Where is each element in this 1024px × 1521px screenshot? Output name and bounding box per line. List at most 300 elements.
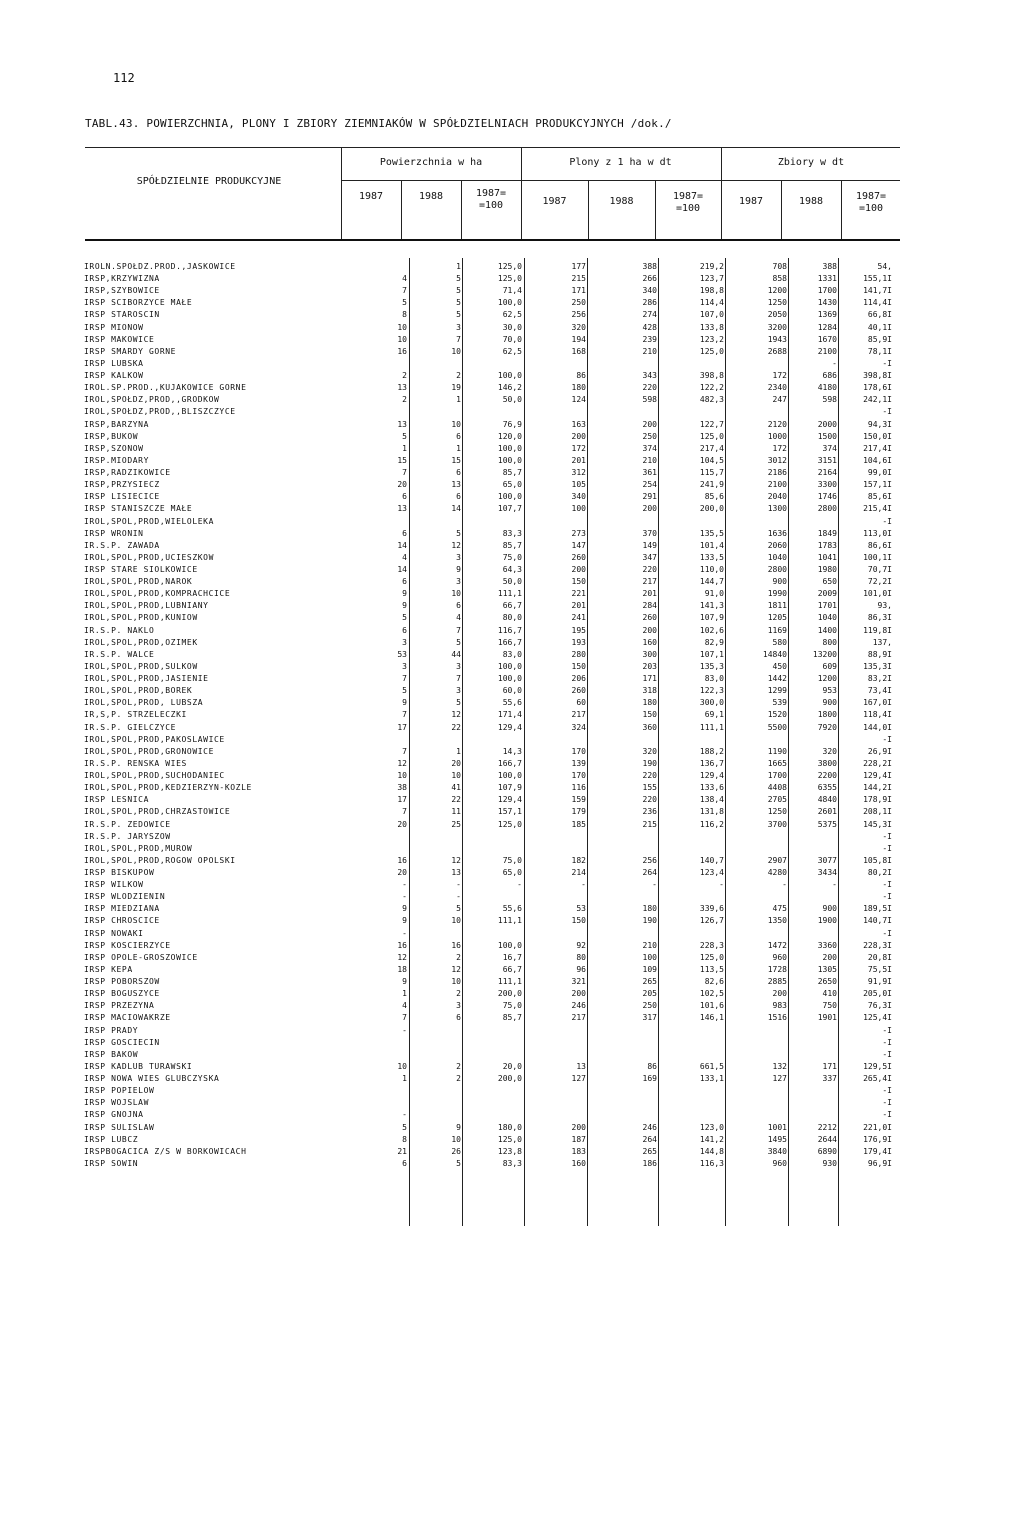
table-cell: 200,0	[699, 504, 724, 514]
table-cell: 930	[822, 1158, 837, 1168]
table-cell: 141,2	[699, 1134, 724, 1144]
table-cell: 374	[822, 443, 837, 453]
table-cell: 4408	[767, 783, 787, 793]
table-cell: 54,	[877, 262, 892, 271]
table-cell: 3434	[817, 868, 837, 877]
cooperative-name: IRSP,PRZYSIECZ	[84, 480, 160, 490]
table-cell: 119,8I	[863, 625, 892, 635]
table-cell: 125,0	[497, 274, 522, 284]
table-cell: 114,4	[699, 298, 724, 308]
table-cell: 246	[642, 1122, 657, 1132]
table-cell: 200,0	[497, 989, 522, 999]
cooperative-name: IROL,SPOL,PROD,NAROK	[84, 577, 193, 587]
table-cell: 339,6	[699, 904, 724, 914]
table-cell: 155	[642, 783, 657, 793]
table-cell: 168	[571, 346, 586, 356]
table-cell: 686	[822, 371, 837, 381]
table-cell: 100,0	[497, 443, 522, 453]
table-cell: 2050	[767, 310, 787, 320]
table-cell: 228,2I	[863, 758, 892, 768]
table-cell: 900	[772, 577, 787, 587]
table-row	[0, 637, 1024, 649]
table-row	[0, 285, 1024, 297]
table-row	[0, 334, 1024, 346]
table-cell: -	[402, 1025, 407, 1035]
table-cell: 179	[571, 807, 586, 817]
table-cell: 100	[642, 952, 657, 962]
table-cell: 360	[642, 722, 657, 732]
table-cell: 1430	[817, 298, 837, 308]
table-cell: 96,9I	[867, 1158, 892, 1168]
table-cell: 12	[451, 855, 461, 865]
table-cell: 343	[642, 371, 657, 381]
table-cell: 124	[571, 395, 586, 405]
table-cell: 3	[456, 686, 461, 696]
cooperative-name: IRSP KALKOW	[84, 371, 144, 381]
table-cell: 2	[456, 1074, 461, 1084]
table-cell: 114,4I	[863, 298, 892, 308]
table-cell: 200,0	[497, 1074, 522, 1084]
table-cell: 85,6I	[867, 492, 892, 502]
cooperative-name: IRSP WLODZIENIN	[84, 892, 166, 902]
table-cell: 388	[642, 262, 657, 271]
table-cell: 3200	[767, 322, 787, 332]
table-cell: 3300	[817, 480, 837, 490]
table-cell: 260	[571, 552, 586, 562]
table-row	[0, 758, 1024, 770]
table-cell: 100,0	[497, 771, 522, 781]
table-cell: 100,0	[497, 661, 522, 671]
table-cell: 7	[456, 625, 461, 635]
table-cell: 1001	[767, 1122, 787, 1132]
table-cell: 65,0	[502, 480, 522, 490]
table-cell: 70,7I	[867, 565, 892, 574]
table-cell: 188,2	[699, 746, 724, 756]
table-cell: 171	[571, 286, 586, 296]
table-cell: 215	[642, 819, 657, 829]
table-cell: 6	[456, 431, 461, 441]
table-cell: 141,3	[699, 601, 724, 611]
table-cell: 129,5I	[863, 1061, 892, 1071]
table-cell: 20	[397, 819, 407, 829]
table-cell: 5	[402, 298, 407, 308]
table-cell: 13	[576, 1061, 586, 1071]
table-cell: 172	[772, 443, 787, 453]
table-cell: 250	[571, 298, 586, 308]
table-cell: 178,6I	[863, 383, 892, 393]
table-cell: 265	[642, 1146, 657, 1156]
table-cell: 6	[456, 1013, 461, 1023]
table-cell: 858	[772, 274, 787, 284]
table-cell: 201	[571, 601, 586, 611]
table-cell: 65,0	[502, 868, 522, 877]
table-cell: 12	[397, 952, 407, 962]
table-cell: 200	[571, 431, 586, 441]
table-cell: 140,7I	[863, 916, 892, 926]
table-cell: 236	[642, 807, 657, 817]
cooperative-name: IRSP GOSCIECIN	[84, 1037, 160, 1047]
table-cell: 3	[402, 661, 407, 671]
table-cell: 80,2I	[867, 868, 892, 877]
cooperative-name: IR.S.P. JARYSZOW	[84, 831, 171, 841]
table-row	[0, 443, 1024, 455]
header-yield-1988: 1988	[609, 196, 634, 207]
table-cell: 125,0	[497, 262, 522, 271]
table-cell: 14,3	[502, 746, 522, 756]
cooperative-name: IRSP SULISLAW	[84, 1122, 155, 1132]
table-cell: 100,0	[497, 674, 522, 684]
table-cell: 200	[571, 1122, 586, 1132]
table-cell: 1000	[767, 431, 787, 441]
table-cell: 144,8	[699, 1146, 724, 1156]
table-row	[0, 988, 1024, 1000]
table-cell: 1783	[817, 540, 837, 550]
table-row	[0, 273, 1024, 285]
table-row	[0, 1122, 1024, 1134]
table-cell: 12	[451, 964, 461, 974]
table-row	[0, 297, 1024, 309]
header-area-1987: 1987	[358, 191, 384, 202]
table-cell: 324	[571, 722, 586, 732]
table-cell: 5	[402, 431, 407, 441]
table-cell: 300	[642, 649, 657, 659]
table-cell: 171	[642, 674, 657, 684]
table-cell: 10	[397, 771, 407, 781]
table-cell: 10	[397, 1061, 407, 1071]
table-cell: 1665	[767, 758, 787, 768]
header-divider	[521, 148, 522, 239]
table-cell: 101,4	[699, 540, 724, 550]
cooperative-name: IRSP MAKOWICE	[84, 334, 155, 344]
table-cell: 122,3	[699, 686, 724, 696]
table-cell: 410	[822, 989, 837, 999]
table-cell: 18	[397, 964, 407, 974]
table-cell: 100,0	[497, 371, 522, 381]
table-cell: 83,3	[502, 1158, 522, 1168]
table-cell: 7	[402, 746, 407, 756]
header-bottom-rule	[85, 239, 900, 241]
table-cell: 94,3I	[867, 419, 892, 429]
cooperative-name: IRSP STAROSCIN	[84, 310, 160, 320]
table-cell: 159	[571, 795, 586, 805]
table-cell: 111,1	[699, 722, 724, 732]
table-cell: 320	[571, 322, 586, 332]
table-cell: 3	[402, 637, 407, 647]
table-cell: -I	[882, 1025, 892, 1035]
table-cell: 220	[642, 795, 657, 805]
table-cell: 247	[772, 395, 787, 405]
table-cell: 2688	[767, 346, 787, 356]
table-cell: 38	[397, 783, 407, 793]
table-cell: 1	[456, 262, 461, 271]
table-cell: 221,0I	[863, 1122, 892, 1132]
table-cell: 125,0	[497, 1134, 522, 1144]
table-cell: 220	[642, 771, 657, 781]
table-cell: 78,1I	[867, 346, 892, 356]
table-cell: 113,5	[699, 964, 724, 974]
table-row	[0, 903, 1024, 915]
table-cell: 266	[642, 274, 657, 284]
table-cell: 4180	[817, 383, 837, 393]
cooperative-name: IRSP SMARDY GORNE	[84, 346, 177, 356]
table-cell: 1700	[767, 771, 787, 781]
table-cell: 44	[451, 649, 461, 659]
table-cell: 55,6	[502, 904, 522, 914]
table-cell: 8	[402, 310, 407, 320]
table-cell: 260	[642, 613, 657, 623]
table-cell: 190	[642, 758, 657, 768]
table-cell: 1200	[767, 286, 787, 296]
table-cell: 20	[397, 480, 407, 490]
cooperative-name: IROL,SPOL,PROD,JASIENIE	[84, 674, 209, 684]
table-row	[0, 867, 1024, 879]
cooperative-name: IRSP PRZEZYNA	[84, 1001, 155, 1011]
table-cell: 10	[451, 977, 461, 987]
table-row	[0, 394, 1024, 406]
table-cell: 5	[456, 1158, 461, 1168]
table-cell: 200	[642, 504, 657, 514]
table-cell: 170	[571, 746, 586, 756]
table-cell: 291	[642, 492, 657, 502]
table-cell: 182	[571, 855, 586, 865]
table-cell: 4280	[767, 868, 787, 877]
table-cell: 172	[571, 443, 586, 453]
page-number: 112	[113, 71, 135, 85]
table-cell: 317	[642, 1013, 657, 1023]
table-cell: 7	[402, 468, 407, 478]
table-cell: 107,9	[497, 783, 522, 793]
table-cell: 200	[642, 419, 657, 429]
table-cell: 1728	[767, 964, 787, 974]
table-cell: 86	[647, 1061, 657, 1071]
table-cell: 5	[456, 528, 461, 538]
table-cell: 26,9I	[867, 746, 892, 756]
table-cell: 177	[571, 262, 586, 271]
cooperative-name: IRSP KEPA	[84, 964, 133, 974]
table-cell: 75,0	[502, 855, 522, 865]
table-cell: 580	[772, 637, 787, 647]
table-cell: 7	[402, 807, 407, 817]
header-group-area: Powierzchnia w ha	[379, 157, 483, 168]
table-cell: 2	[456, 952, 461, 962]
table-cell: 6	[402, 577, 407, 587]
table-cell: 133,8	[699, 322, 724, 332]
table-cell: -	[782, 880, 787, 890]
table-cell: 3077	[817, 855, 837, 865]
table-cell: 1636	[767, 528, 787, 538]
table-cell: 64,3	[502, 565, 522, 574]
table-cell: 100,0	[497, 298, 522, 308]
table-cell: 3700	[767, 819, 787, 829]
cooperative-name: IRSP KOSCIERZYCE	[84, 940, 171, 950]
table-cell: 256	[571, 310, 586, 320]
table-cell: 171	[822, 1061, 837, 1071]
table-cell: 217	[571, 710, 586, 720]
table-cell: 15	[397, 455, 407, 465]
table-cell: 88,9I	[867, 649, 892, 659]
table-cell: 146,1	[699, 1013, 724, 1023]
header-group-rule	[341, 180, 900, 181]
cooperative-name: IRSP SCIBORZYCE MAŁE	[84, 298, 193, 308]
table-cell: -I	[882, 928, 892, 938]
table-cell: 8	[402, 1134, 407, 1144]
table-cell: -	[456, 892, 461, 902]
table-cell: 195	[571, 625, 586, 635]
table-row	[0, 1085, 1024, 1097]
table-cell: 4	[402, 552, 407, 562]
table-cell: 110,0	[699, 565, 724, 574]
cooperative-name: IRSP LESNICA	[84, 795, 149, 805]
table-cell: 9	[402, 601, 407, 611]
table-cell: 2212	[817, 1122, 837, 1132]
table-cell: 129,4	[497, 795, 522, 805]
table-cell: 2644	[817, 1134, 837, 1144]
table-cell: 250	[642, 431, 657, 441]
table-row	[0, 697, 1024, 709]
table-cell: 254	[642, 480, 657, 490]
table-cell: 5	[402, 613, 407, 623]
table-cell: 12	[451, 540, 461, 550]
table-cell: 12	[451, 710, 461, 720]
table-row	[0, 261, 1024, 273]
table-cell: -I	[882, 734, 892, 744]
table-cell: 82,6	[704, 977, 724, 987]
table-cell: 149	[642, 540, 657, 550]
header-divider	[341, 148, 342, 239]
table-cell: 6	[402, 625, 407, 635]
table-cell: 9	[402, 904, 407, 914]
table-cell: 983	[772, 1001, 787, 1011]
cooperative-name: IROL,SPOL,PROD,SUCHODANIEC	[84, 771, 225, 781]
table-cell: 66,8I	[867, 310, 892, 320]
table-cell: 1520	[767, 710, 787, 720]
table-cell: 7	[402, 1013, 407, 1023]
table-cell: 3	[456, 322, 461, 332]
table-cell: 62,5	[502, 310, 522, 320]
table-row	[0, 612, 1024, 624]
cooperative-name: IROL,SPOL,PROD, LUBSZA	[84, 698, 204, 708]
table-cell: 60	[576, 698, 586, 708]
table-cell: 13	[397, 504, 407, 514]
table-cell: 4840	[817, 795, 837, 805]
header-group-harvest: Zbiory w dt	[777, 157, 845, 168]
table-cell: 85,9I	[867, 334, 892, 344]
table-cell: -I	[882, 516, 892, 526]
table-cell: 135,3I	[863, 661, 892, 671]
table-cell: 75,0	[502, 1001, 522, 1011]
table-cell: 41	[451, 783, 461, 793]
table-cell: 40,1I	[867, 322, 892, 332]
table-cell: -	[517, 880, 522, 890]
cooperative-name: IRSP,BARZYNA	[84, 419, 149, 429]
table-cell: 750	[822, 1001, 837, 1011]
table-cell: 83,3	[502, 528, 522, 538]
cooperative-name: IRSP SOWIN	[84, 1158, 139, 1168]
table-cell: 150	[642, 710, 657, 720]
table-cell: 139	[571, 758, 586, 768]
cooperative-name: IRSP BOGUSZYCE	[84, 989, 160, 999]
table-cell: 99,0I	[867, 468, 892, 478]
table-cell: 5	[456, 698, 461, 708]
table-cell: 201	[642, 589, 657, 599]
table-cell: 1040	[817, 613, 837, 623]
table-cell: 125,4I	[863, 1013, 892, 1023]
table-cell: 609	[822, 661, 837, 671]
table-cell: 189,5I	[863, 904, 892, 914]
table-cell: 75,5I	[867, 964, 892, 974]
header-divider	[781, 181, 782, 239]
table-cell: 133,1	[699, 1074, 724, 1084]
table-cell: 123,4	[699, 868, 724, 877]
cooperative-name: IRSP OPOLE-GROSZOWICE	[84, 952, 198, 962]
cooperative-name: IRSP GNOJNA	[84, 1110, 144, 1120]
table-cell: 200	[772, 989, 787, 999]
table-cell: 100	[571, 504, 586, 514]
table-cell: 76,3I	[867, 1001, 892, 1011]
table-cell: 2	[456, 371, 461, 381]
header-group-yield: Plony z 1 ha w dt	[569, 157, 672, 168]
table-cell: 163	[571, 419, 586, 429]
table-cell: 145,3I	[863, 819, 892, 829]
table-cell: 482,3	[699, 395, 724, 405]
cooperative-name: IRSP WILKOW	[84, 880, 144, 890]
table-row	[0, 370, 1024, 382]
table-cell: 241,9	[699, 480, 724, 490]
table-cell: 86,3I	[867, 613, 892, 623]
table-cell: 260	[571, 686, 586, 696]
table-cell: 25	[451, 819, 461, 829]
table-cell: 256	[642, 855, 657, 865]
table-cell: 217	[642, 577, 657, 587]
table-cell: 200	[642, 625, 657, 635]
cooperative-name: IRSP.MIODARY	[84, 455, 149, 465]
table-cell: 13	[451, 480, 461, 490]
table-cell: 155,1I	[863, 274, 892, 284]
table-cell: 96	[576, 964, 586, 974]
cooperative-name: IROL,SPOL,PROD,GRONOWICE	[84, 746, 214, 756]
table-cell: 2601	[817, 807, 837, 817]
table-cell: 85,7	[502, 540, 522, 550]
table-cell: 5	[456, 310, 461, 320]
table-cell: 239	[642, 334, 657, 344]
table-cell: 200	[571, 565, 586, 574]
table-cell: 5500	[767, 722, 787, 732]
table-cell: 17	[397, 722, 407, 732]
table-cell: 1284	[817, 322, 837, 332]
table-cell: 16	[397, 855, 407, 865]
table-cell: 2100	[767, 480, 787, 490]
table-cell: 180	[642, 698, 657, 708]
table-cell: 3012	[767, 455, 787, 465]
table-cell: 127	[772, 1074, 787, 1084]
table-cell: 19	[451, 383, 461, 393]
table-cell: 133,5	[699, 552, 724, 562]
table-cell: 107,1	[699, 649, 724, 659]
cooperative-name: IRSP KADLUB TURAWSKI	[84, 1061, 193, 1071]
table-row	[0, 673, 1024, 685]
table-cell: 180	[642, 904, 657, 914]
table-cell: 122,2	[699, 383, 724, 393]
table-cell: -I	[882, 1037, 892, 1047]
cooperative-name: IROL,SPOL,PROD,ROGOW OPOLSKI	[84, 855, 236, 865]
table-cell: 86,6I	[867, 540, 892, 550]
table-cell: 214	[571, 868, 586, 877]
table-cell: 70,0	[502, 334, 522, 344]
table-cell: 220	[642, 383, 657, 393]
table-cell: 1990	[767, 589, 787, 599]
table-cell: -I	[882, 1086, 892, 1096]
table-row	[0, 952, 1024, 964]
